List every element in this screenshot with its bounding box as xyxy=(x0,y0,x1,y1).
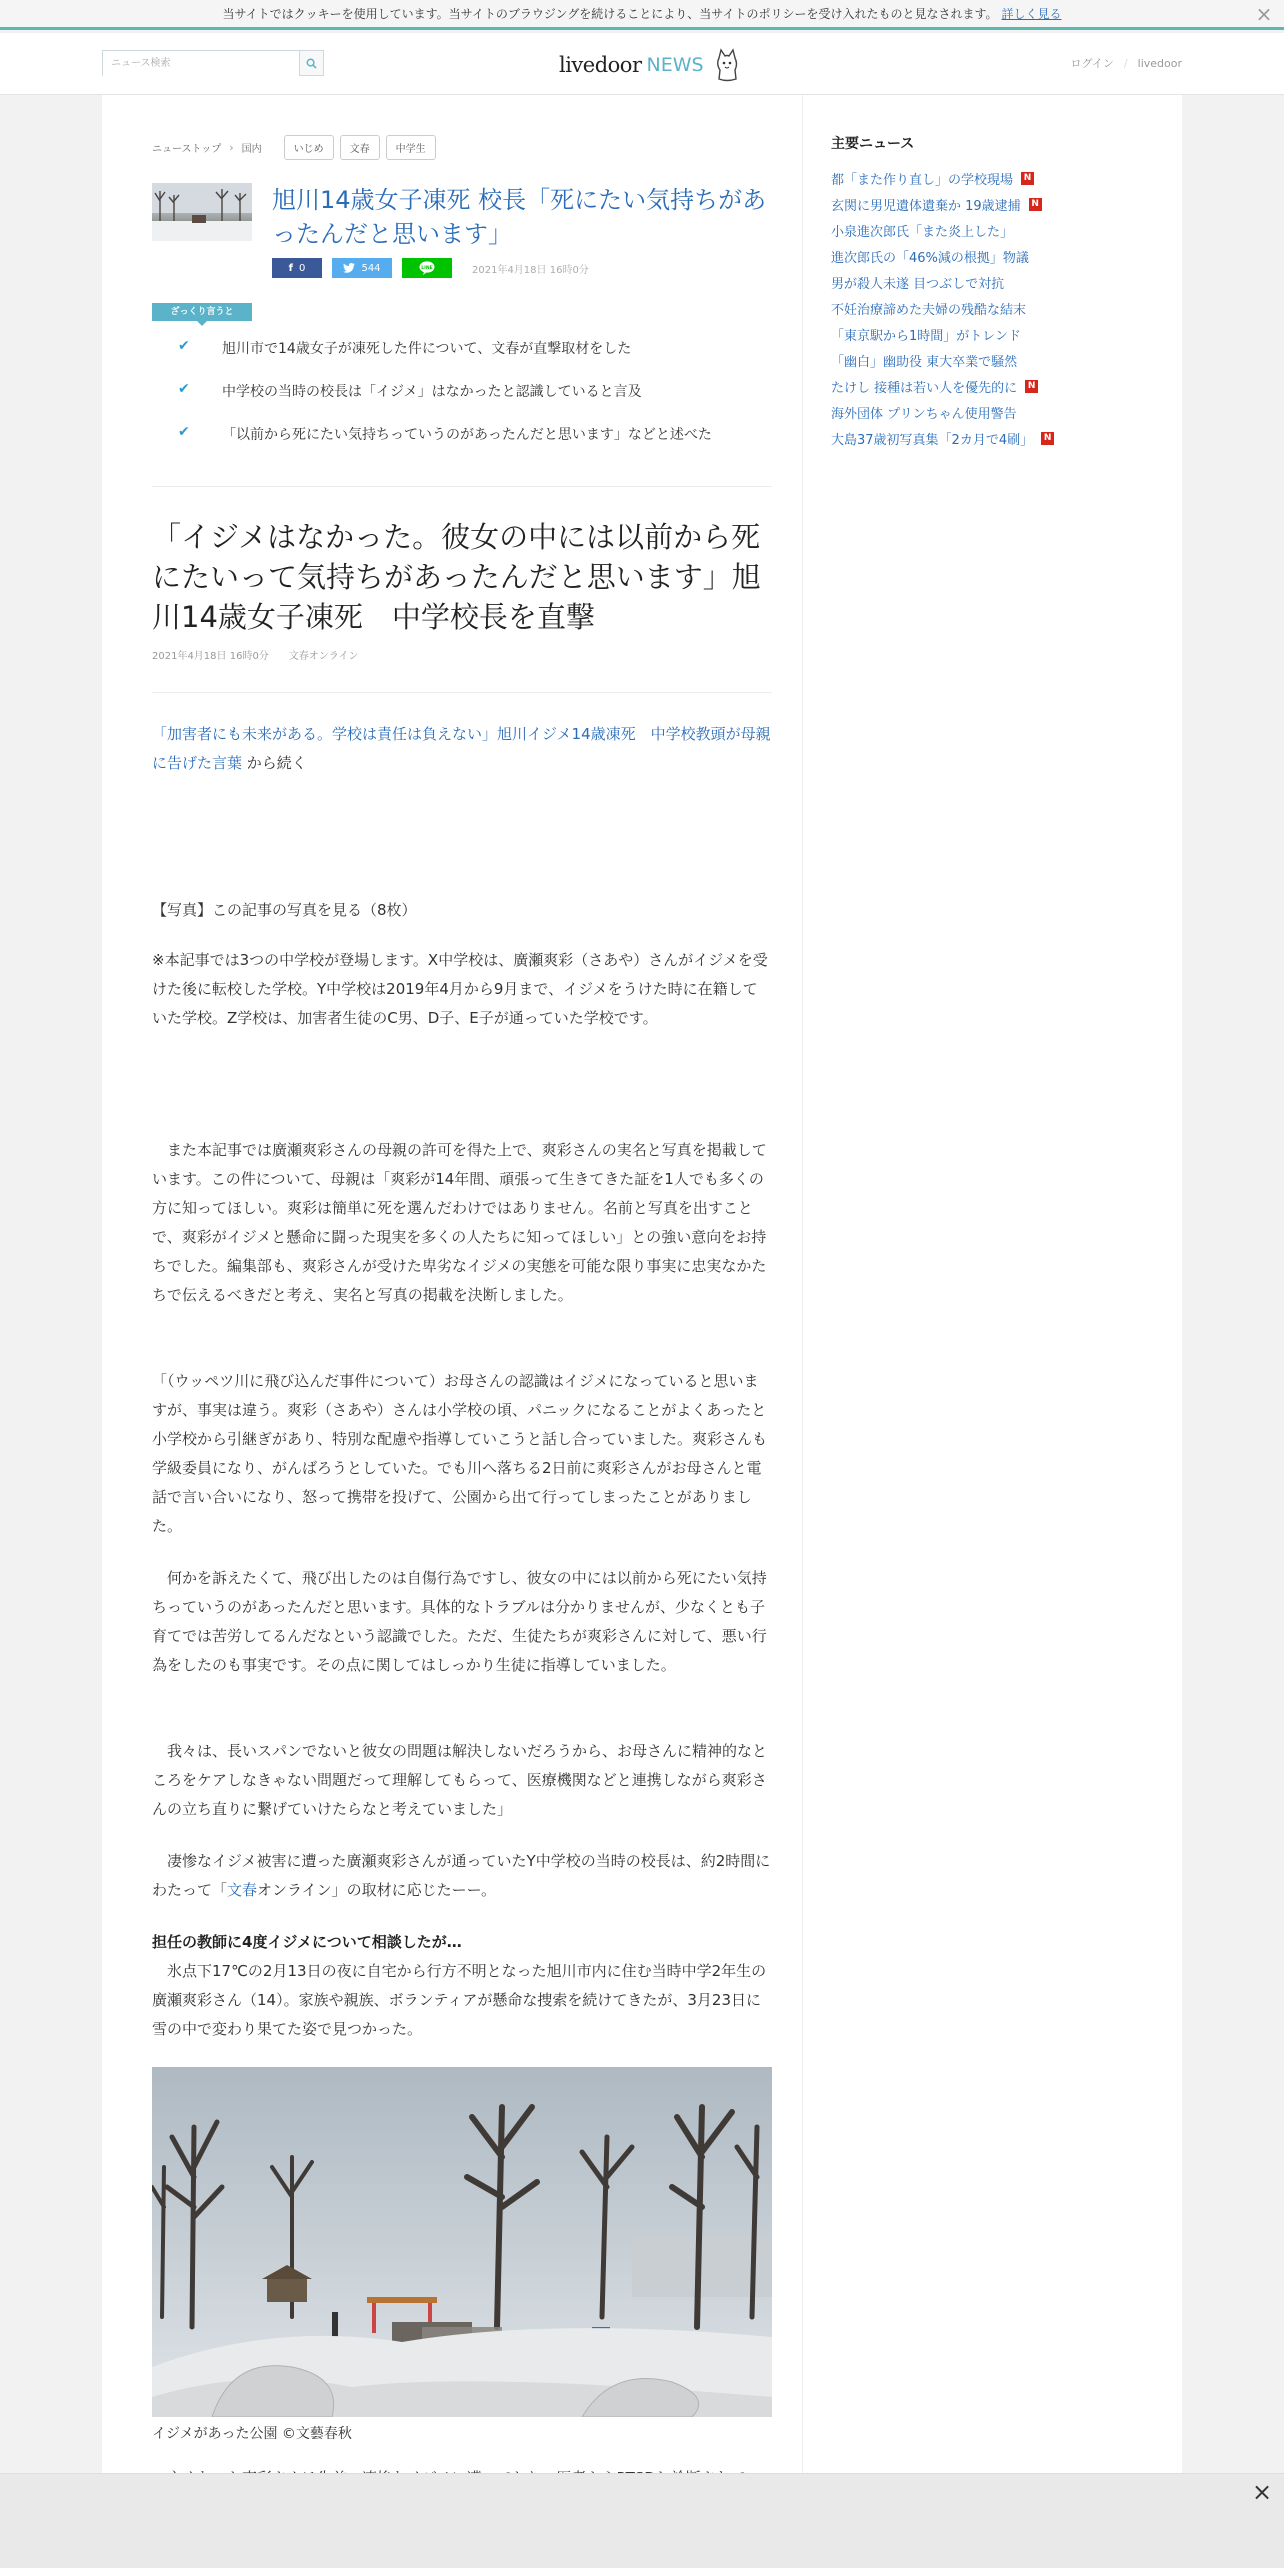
article-subheading: 担任の教師に4度イジメについて相談したが… xyxy=(152,1933,462,1951)
article-note: ※本記事では3つの中学校が登場します。X中学校は、廣瀬爽彩（さあや）さんがイジメを受けた後に転校した学校。Y中学校は2019年4月から9月まで、イジメをうけた時に在籍していた学校。Z学校は、加害者生徒のC男、D子、E子が通っていた学校です。 xyxy=(152,951,768,1027)
article-lead xyxy=(152,720,772,778)
sidebar-news-item[interactable] xyxy=(831,295,1161,321)
headline-title[interactable]: 旭川14歳女子凍死 校長「死にたい気持ちがあったんだと思います」 xyxy=(272,186,767,248)
headline-thumbnail xyxy=(152,183,252,241)
news-item-label: 「東京駅から1時間」がトレンド xyxy=(831,328,1021,344)
news-item-label: 小泉進次郎氏「また炎上した」 xyxy=(831,224,1014,240)
new-badge: N xyxy=(1041,432,1054,445)
bottom-ad-banner xyxy=(0,2473,1284,2568)
article-source[interactable]: 文春オンライン xyxy=(288,651,359,662)
new-badge: N xyxy=(1025,380,1038,393)
summary-list xyxy=(178,338,778,467)
sidebar-news-item[interactable] xyxy=(831,243,1161,269)
line-icon xyxy=(419,261,435,275)
news-item-label: 大島37歳初写真集「2カ月で4刷」 xyxy=(831,432,1034,448)
cookie-close-icon[interactable]: × xyxy=(1255,2,1273,26)
summary-item xyxy=(178,381,778,424)
previous-article-link[interactable]: 「加害者にも未来がある。学校は責任は負えない」旭川イジメ14歳凍死 中学校教頭が母親に告げた言葉 xyxy=(152,725,771,772)
article-paragraph: 「（ウッペツ川に飛び込んだ事件について）お母さんの認識はイジメになっていると思いますが、事実は違う。爽彩（さあや）さんは小学校の頃、パニックになることがよくあったと小学校から引継ぎがあり、特別な配慮や指導していこうと話し合っていました。爽彩さんも学級委員になり、がんばろうとしていた。でも川へ落ちる2日前に爽彩さんがお母さんと電話で言い合いになり、怒って携帯を投げて、公園から出て行ってしまったことがありました。 xyxy=(152,1372,768,1535)
sidebar-news-item[interactable] xyxy=(831,373,1161,399)
tag-bunshun[interactable]: 文春 xyxy=(340,135,380,160)
breadcrumb xyxy=(152,135,442,159)
breadcrumb-item-domestic[interactable]: 国内 xyxy=(241,143,262,155)
line-share-button[interactable] xyxy=(402,258,452,278)
news-item-label: 海外団体 プリンちゃん使用警告 xyxy=(831,406,1017,422)
lead-suffix: から続く xyxy=(242,754,307,772)
cookie-banner xyxy=(0,0,1284,30)
photo-count-link[interactable]: 【写真】この記事の写真を見る（8枚） xyxy=(152,901,417,919)
search-box xyxy=(102,50,324,76)
header-links: ログイン / livedoor xyxy=(1070,57,1182,70)
news-item-label: 都「また作り直し」の学校現場 xyxy=(831,172,1014,188)
site-header xyxy=(0,33,1284,95)
tag-chugakusei[interactable]: 中学生 xyxy=(386,135,436,160)
summary-item xyxy=(178,424,778,467)
twitter-share-button[interactable] xyxy=(332,258,392,278)
cookie-text: 当サイトではクッキーを使用しています。当サイトのブラウジングを続けることにより、当サイトのポリシーを受け入れたものと見なされます。 xyxy=(222,7,998,21)
search-icon xyxy=(306,58,317,69)
check-icon: ✔ xyxy=(178,338,190,354)
sidebar-news-item[interactable] xyxy=(831,321,1161,347)
sidebar-title: 主要ニュース xyxy=(831,136,915,152)
article-paragraph: 何かを訴えたくて、飛び出したのは自傷行為ですし、彼女の中には以前から死にたい気持ちっていうのがあったんだと思います。具体的なトラブルは分かりませんが、少なくとも子育てでは苦労してるんだなという認識でした。ただ、生徒たちが爽彩さんに対して、悪い行為をしたのも事実です。その点に関してはしっかり生徒に指導していました。 xyxy=(152,1569,767,1674)
article-photo[interactable] xyxy=(152,2067,772,2417)
chevron-right-icon: › xyxy=(229,140,234,154)
article-paragraph: 氷点下17℃の2月13日の夜に自宅から行方不明となった旭川市内に住む当時中学2年生の廣瀬爽彩さん（14）。家族や親族、ボランティアが懸命な捜索を続けてきたが、3月23日に雪の中で変わり果てた姿で見つかった。 xyxy=(152,1962,767,2038)
sidebar-news-item[interactable] xyxy=(831,217,1161,243)
facebook-count: 0 xyxy=(298,262,306,274)
tag-ijime[interactable]: いじめ xyxy=(284,135,334,160)
login-link[interactable]: ログイン xyxy=(1070,57,1114,70)
news-item-label: 不妊治療諦めた夫婦の残酷な結末 xyxy=(831,302,1027,318)
park-photo-image xyxy=(152,2067,772,2417)
check-icon: ✔ xyxy=(178,381,190,397)
news-item-label: 男が殺人未遂 目つぶしで対抗 xyxy=(831,276,1005,292)
summary-text: 旭川市で14歳女子が凍死した件について、文春が直撃取材をした xyxy=(222,341,632,357)
tag-list xyxy=(284,135,442,160)
sidebar-news-item[interactable] xyxy=(831,347,1161,373)
sidebar xyxy=(802,95,1182,2490)
summary-text: 中学校の当時の校長は「イジメ」はなかったと認識していると言及 xyxy=(222,384,642,400)
article-date: 2021年4月18日 16時0分 xyxy=(152,651,269,662)
sidebar-news-item[interactable] xyxy=(831,425,1161,451)
news-item-label: 進次郎氏の「46%減の根拠」物議 xyxy=(831,250,1029,266)
sidebar-news-item[interactable] xyxy=(831,191,1161,217)
check-icon: ✔ xyxy=(178,424,190,440)
facebook-share-button[interactable] xyxy=(272,258,322,278)
news-item-label: 玄関に男児遺体遺棄か 19歳逮捕 xyxy=(831,198,1021,214)
search-input[interactable] xyxy=(103,52,299,76)
article-paragraph: また本記事では廣瀬爽彩さんの母親の許可を得た上で、爽彩さんの実名と写真を掲載しています。この件について、母親は「爽彩が14年間、頑張って生きてきた証を1人でも多くの方に知ってほしい。爽彩は簡単に死を選んだわけではありません。名前と写真を出すことで、爽彩がイジメと懸命に闘った現実を多くの人たちに知ってほしい」との強い意向をお持ちでした。編集部も、爽彩さんが受けた卑劣なイジメの実態を可能な限り事実に忠実なかたちで伝えるべきだと考え、実名と写真の掲載を決断しました。 xyxy=(152,1141,767,1304)
logo-livedoor: livedoor xyxy=(559,53,642,77)
divider xyxy=(152,692,772,693)
site-logo[interactable] xyxy=(559,47,740,83)
sidebar-news-item[interactable] xyxy=(831,165,1161,191)
news-item-label: 「幽白」幽助役 東大卒業で騒然 xyxy=(831,354,1018,370)
sidebar-news-item[interactable] xyxy=(831,399,1161,425)
new-badge: N xyxy=(1021,172,1034,185)
cookie-more-link[interactable]: 詳しく見る xyxy=(1001,7,1062,21)
twitter-count: 544 xyxy=(361,262,381,274)
sidebar-news-item[interactable] xyxy=(831,269,1161,295)
summary-item xyxy=(178,338,778,381)
facebook-icon: f xyxy=(288,262,293,274)
news-item-label: たけし 接種は若い人を優先的に xyxy=(831,380,1018,396)
article-paragraph: 我々は、長いスパンでないと彼女の問題は解決しないだろうから、お母さんに精神的なところをケアしなきゃない問題だって理解してもらって、医療機関などと連携しながら爽彩さんの立ち直りに繋げていけたらなと考えていました」 xyxy=(152,1742,768,1818)
photo-caption: イジメがあった公園 ©文藝春秋 xyxy=(152,2426,352,2442)
main-content xyxy=(102,95,802,2490)
livedoor-link[interactable]: livedoor xyxy=(1137,57,1182,70)
headline-date: 2021年4月18日 16時0分 xyxy=(472,264,589,276)
summary-label: ざっくり言うと xyxy=(152,303,252,321)
article-title: 「イジメはなかった。彼女の中には以前から死にたいって気持ちがあったんだと思います」旭川14歳女子凍死 中学校長を直撃 xyxy=(152,520,761,634)
breadcrumb-item-top[interactable]: ニューストップ xyxy=(152,143,222,155)
logo-news: NEWS xyxy=(646,54,704,76)
article-paragraph: 凄惨なイジメ被害に遭った廣瀬爽彩さんが通っていたY中学校の当時の校長は、約2時間にわたって「文春オンライン」の取材に応じたーー。 xyxy=(152,1852,771,1899)
new-badge: N xyxy=(1029,198,1042,211)
bunshun-link[interactable]: 文春 xyxy=(227,1881,258,1899)
share-bar xyxy=(272,258,589,278)
close-icon[interactable]: × xyxy=(1251,2478,1273,2506)
article-meta xyxy=(152,647,359,662)
top-news-list xyxy=(831,165,1161,451)
svg-text:LINE: LINE xyxy=(421,266,433,271)
twitter-icon xyxy=(343,263,355,273)
search-button[interactable] xyxy=(299,51,323,75)
summary-text: 「以前から死にたい気持ちっていうのがあったんだと思います」などと述べた xyxy=(222,427,712,443)
divider xyxy=(152,486,772,487)
mascot-icon xyxy=(714,48,740,82)
